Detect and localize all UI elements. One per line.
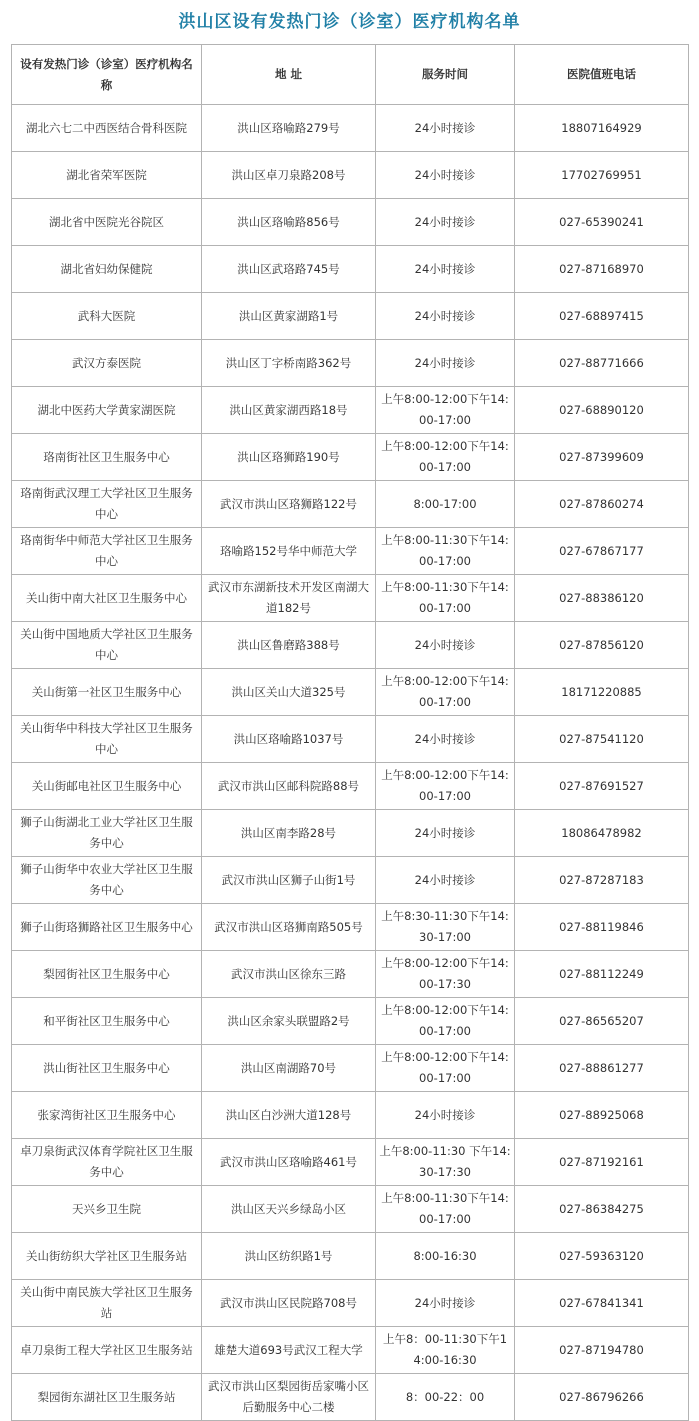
cell-hours: 24小时接诊 [376, 152, 515, 199]
cell-hours: 24小时接诊 [376, 199, 515, 246]
cell-name: 卓刀泉街武汉体育学院社区卫生服务中心 [12, 1139, 202, 1186]
cell-name: 武汉方泰医院 [12, 340, 202, 387]
cell-hours: 上午8:30-11:30下午14:30-17:00 [376, 904, 515, 951]
cell-phone: 027-87691527 [515, 763, 689, 810]
cell-hours: 24小时接诊 [376, 340, 515, 387]
cell-name: 天兴乡卫生院 [12, 1186, 202, 1233]
cell-phone: 027-67867177 [515, 528, 689, 575]
cell-address: 洪山区卓刀泉路208号 [202, 152, 376, 199]
cell-phone: 027-88112249 [515, 951, 689, 998]
cell-hours: 上午8:00-12:00下午14:00-17:00 [376, 998, 515, 1045]
cell-hours: 24小时接诊 [376, 810, 515, 857]
cell-hours: 上午8：00-11:30下午14:00-16:30 [376, 1327, 515, 1374]
cell-address: 雄楚大道693号武汉工程大学 [202, 1327, 376, 1374]
cell-address: 武汉市洪山区邮科院路88号 [202, 763, 376, 810]
cell-phone: 027-88925068 [515, 1092, 689, 1139]
cell-name: 张家湾街社区卫生服务中心 [12, 1092, 202, 1139]
cell-name: 关山街第一社区卫生服务中心 [12, 669, 202, 716]
cell-name: 湖北省妇幼保健院 [12, 246, 202, 293]
table-row [12, 293, 689, 340]
cell-name: 洪山街社区卫生服务中心 [12, 1045, 202, 1092]
table-row [12, 904, 689, 951]
cell-address: 洪山区天兴乡绿岛小区 [202, 1186, 376, 1233]
cell-phone: 027-88386120 [515, 575, 689, 622]
table-row [12, 669, 689, 716]
cell-name: 关山街中南民族大学社区卫生服务站 [12, 1280, 202, 1327]
cell-hours: 上午8:00-12:00下午14:00-17:00 [376, 669, 515, 716]
cell-hours: 8：00-22：00 [376, 1374, 515, 1421]
cell-address: 洪山区珞喻路279号 [202, 105, 376, 152]
cell-name: 湖北省荣军医院 [12, 152, 202, 199]
cell-hours: 上午8:00-12:00下午14:00-17:00 [376, 387, 515, 434]
table-header-row [12, 45, 689, 105]
cell-phone: 027-87856120 [515, 622, 689, 669]
cell-name: 湖北省中医院光谷院区 [12, 199, 202, 246]
header-hours: 服务时间 [376, 45, 515, 105]
cell-address: 武汉市东湖新技术开发区南湖大道182号 [202, 575, 376, 622]
cell-name: 狮子山街华中农业大学社区卫生服务中心 [12, 857, 202, 904]
cell-address: 洪山区丁字桥南路362号 [202, 340, 376, 387]
table-row [12, 1327, 689, 1374]
cell-name: 湖北中医药大学黄家湖医院 [12, 387, 202, 434]
table-row [12, 716, 689, 763]
table-row [12, 810, 689, 857]
cell-name: 梨园街东湖社区卫生服务站 [12, 1374, 202, 1421]
cell-address: 洪山区白沙洲大道128号 [202, 1092, 376, 1139]
table-row [12, 622, 689, 669]
cell-phone: 027-87860274 [515, 481, 689, 528]
cell-address: 武汉市洪山区梨园街岳家嘴小区后勤服务中心二楼 [202, 1374, 376, 1421]
cell-name: 珞南街华中师范大学社区卫生服务中心 [12, 528, 202, 575]
table-row [12, 1280, 689, 1327]
table-row [12, 152, 689, 199]
cell-phone: 027-87168970 [515, 246, 689, 293]
table-row [12, 199, 689, 246]
cell-hours: 8:00-16:30 [376, 1233, 515, 1280]
table-row [12, 387, 689, 434]
cell-name: 关山街邮电社区卫生服务中心 [12, 763, 202, 810]
cell-hours: 24小时接诊 [376, 105, 515, 152]
cell-phone: 027-59363120 [515, 1233, 689, 1280]
cell-hours: 24小时接诊 [376, 622, 515, 669]
cell-address: 武汉市洪山区珞喻路461号 [202, 1139, 376, 1186]
table-row [12, 1092, 689, 1139]
cell-phone: 027-87541120 [515, 716, 689, 763]
table-row [12, 763, 689, 810]
cell-address: 洪山区珞狮路190号 [202, 434, 376, 481]
cell-address: 武汉市洪山区民院路708号 [202, 1280, 376, 1327]
cell-address: 武汉市洪山区珞狮南路505号 [202, 904, 376, 951]
table-row [12, 105, 689, 152]
header-name: 设有发热门诊（诊室）医疗机构名称 [12, 45, 202, 105]
cell-phone: 18086478982 [515, 810, 689, 857]
cell-name: 狮子山街珞狮路社区卫生服务中心 [12, 904, 202, 951]
cell-address: 洪山区黄家湖西路18号 [202, 387, 376, 434]
cell-name: 武科大医院 [12, 293, 202, 340]
cell-phone: 17702769951 [515, 152, 689, 199]
cell-hours: 24小时接诊 [376, 1280, 515, 1327]
cell-phone: 027-86796266 [515, 1374, 689, 1421]
table-row [12, 857, 689, 904]
cell-hours: 24小时接诊 [376, 1092, 515, 1139]
cell-name: 关山街华中科技大学社区卫生服务中心 [12, 716, 202, 763]
cell-name: 关山街中国地质大学社区卫生服务中心 [12, 622, 202, 669]
cell-address: 洪山区黄家湖路1号 [202, 293, 376, 340]
cell-hours: 24小时接诊 [376, 857, 515, 904]
cell-address: 洪山区南湖路70号 [202, 1045, 376, 1092]
table-row [12, 528, 689, 575]
table-row [12, 951, 689, 998]
page-title: 洪山区设有发热门诊（诊室）医疗机构名单 [178, 12, 521, 32]
cell-phone: 027-65390241 [515, 199, 689, 246]
cell-address: 洪山区纺织路1号 [202, 1233, 376, 1280]
cell-name: 湖北六七二中西医结合骨科医院 [12, 105, 202, 152]
cell-name: 关山街纺织大学社区卫生服务站 [12, 1233, 202, 1280]
cell-hours: 上午8:00-11:30下午14:00-17:00 [376, 575, 515, 622]
cell-phone: 027-87287183 [515, 857, 689, 904]
cell-address: 武汉市洪山区徐东三路 [202, 951, 376, 998]
cell-phone: 027-88119846 [515, 904, 689, 951]
cell-phone: 027-86565207 [515, 998, 689, 1045]
cell-address: 洪山区关山大道325号 [202, 669, 376, 716]
cell-hours: 上午8:00-12:00下午14:00-17:00 [376, 1045, 515, 1092]
cell-address: 洪山区珞喻路856号 [202, 199, 376, 246]
cell-phone: 027-87192161 [515, 1139, 689, 1186]
cell-hours: 24小时接诊 [376, 716, 515, 763]
table-row [12, 246, 689, 293]
cell-name: 珞南街社区卫生服务中心 [12, 434, 202, 481]
cell-name: 珞南街武汉理工大学社区卫生服务中心 [12, 481, 202, 528]
table-row [12, 1045, 689, 1092]
cell-phone: 027-67841341 [515, 1280, 689, 1327]
cell-name: 梨园街社区卫生服务中心 [12, 951, 202, 998]
header-phone: 医院值班电话 [515, 45, 689, 105]
cell-name: 和平街社区卫生服务中心 [12, 998, 202, 1045]
cell-hours: 24小时接诊 [376, 293, 515, 340]
table-row [12, 1139, 689, 1186]
cell-address: 洪山区鲁磨路388号 [202, 622, 376, 669]
cell-phone: 027-68897415 [515, 293, 689, 340]
cell-name: 卓刀泉街工程大学社区卫生服务站 [12, 1327, 202, 1374]
cell-address: 洪山区南李路28号 [202, 810, 376, 857]
cell-address: 武汉市洪山区珞狮路122号 [202, 481, 376, 528]
cell-phone: 027-87399609 [515, 434, 689, 481]
cell-address: 洪山区武珞路745号 [202, 246, 376, 293]
cell-hours: 上午8:00-12:00下午14:00-17:00 [376, 763, 515, 810]
table-row [12, 575, 689, 622]
cell-hours: 8:00-17:00 [376, 481, 515, 528]
table-row [12, 998, 689, 1045]
table-row [12, 1186, 689, 1233]
cell-name: 关山街中南大社区卫生服务中心 [12, 575, 202, 622]
cell-address: 武汉市洪山区狮子山街1号 [202, 857, 376, 904]
table-row [12, 1374, 689, 1421]
cell-phone: 027-86384275 [515, 1186, 689, 1233]
cell-hours: 上午8:00-11:30下午14:00-17:00 [376, 1186, 515, 1233]
cell-name: 狮子山街湖北工业大学社区卫生服务中心 [12, 810, 202, 857]
header-address: 地 址 [202, 45, 376, 105]
cell-hours: 上午8:00-12:00下午14:00-17:00 [376, 434, 515, 481]
cell-hours: 上午8:00-12:00下午14:00-17:30 [376, 951, 515, 998]
cell-phone: 027-88771666 [515, 340, 689, 387]
table-row [12, 1233, 689, 1280]
cell-hours: 上午8:00-11:30 下午14:30-17:30 [376, 1139, 515, 1186]
cell-phone: 027-88861277 [515, 1045, 689, 1092]
cell-phone: 027-87194780 [515, 1327, 689, 1374]
table-row [12, 434, 689, 481]
cell-address: 洪山区余家头联盟路2号 [202, 998, 376, 1045]
cell-address: 珞喻路152号华中师范大学 [202, 528, 376, 575]
cell-phone: 027-68890120 [515, 387, 689, 434]
table-row [12, 481, 689, 528]
cell-hours: 上午8:00-11:30下午14:00-17:00 [376, 528, 515, 575]
cell-phone: 18807164929 [515, 105, 689, 152]
cell-address: 洪山区珞喻路1037号 [202, 716, 376, 763]
table-row [12, 340, 689, 387]
cell-phone: 18171220885 [515, 669, 689, 716]
clinic-table [11, 44, 689, 1421]
cell-hours: 24小时接诊 [376, 246, 515, 293]
